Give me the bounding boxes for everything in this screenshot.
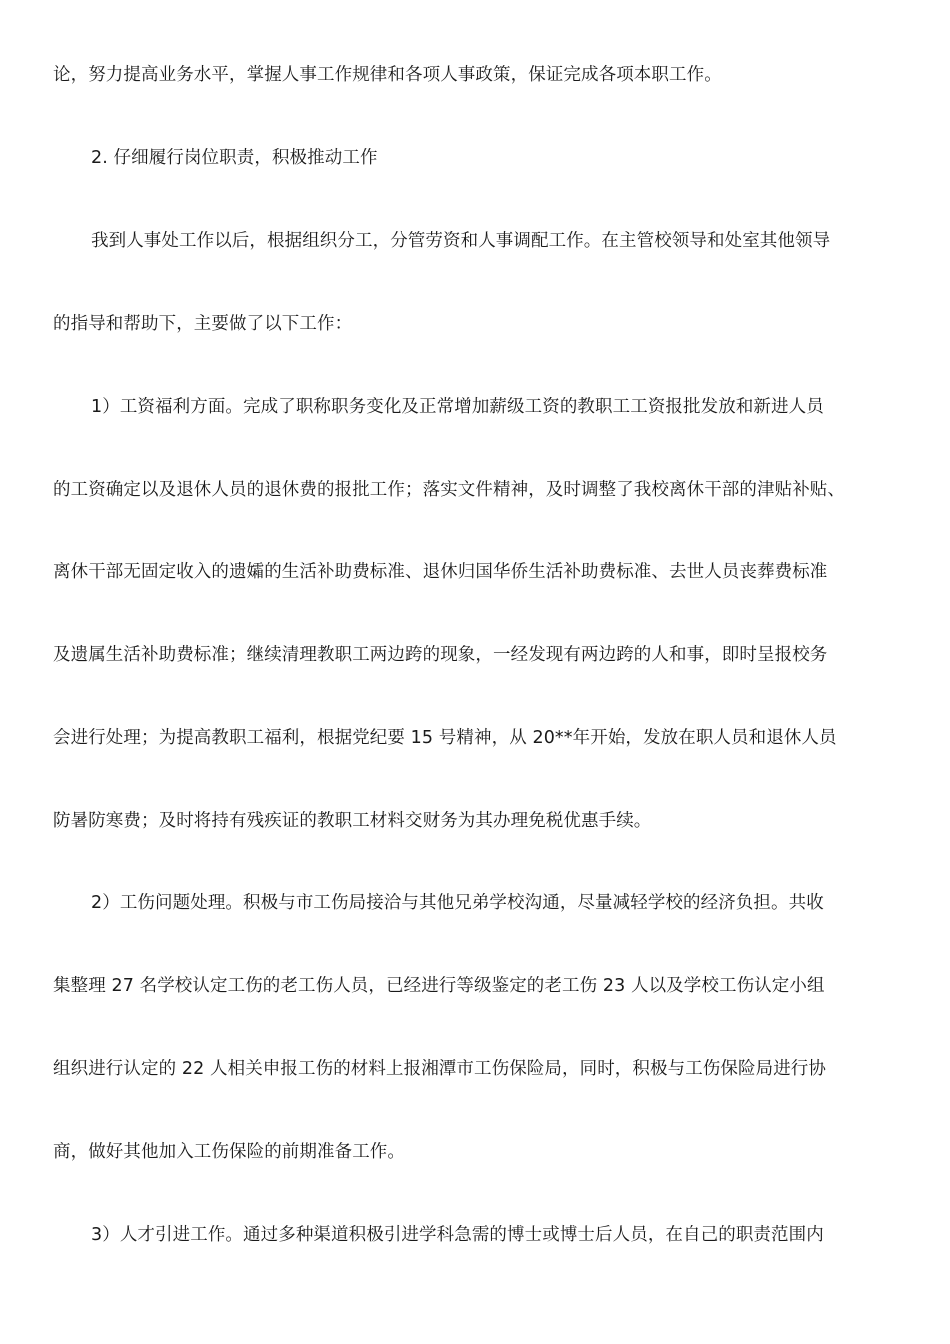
text-line: 我到人事处工作以后，根据组织分工，分管劳资和人事调配工作。在主管校领导和处室其他领导 xyxy=(91,231,831,251)
text-line: 防暑防寒费；及时将持有残疾证的教职工材料交财务为其办理免税优惠手续。 xyxy=(53,811,652,831)
text-line: 商，做好其他加入工伤保险的前期准备工作。 xyxy=(53,1142,405,1162)
text-line: 的工资确定以及退休人员的退休费的报批工作；落实文件精神，及时调整了我校离休干部的津贴补贴、 xyxy=(53,480,845,500)
text-line: 离休干部无固定收入的遗孀的生活补助费标准、退休归国华侨生活补助费标准、去世人员丧葬费标准 xyxy=(53,562,828,582)
text-line: 组织进行认定的 22 人相关申报工伤的材料上报湘潭市工伤保险局，同时，积极与工伤保险局进行协 xyxy=(53,1059,826,1079)
text-line: 的指导和帮助下，主要做了以下工作： xyxy=(53,314,353,334)
text-line: 论，努力提高业务水平，掌握人事工作规律和各项人事政策，保证完成各项本职工作。 xyxy=(53,65,722,85)
text-line: 2）工伤问题处理。积极与市工伤局接洽与其他兄弟学校沟通，尽量减轻学校的经济负担。共收 xyxy=(91,893,824,913)
text-line: 及遗属生活补助费标准；继续清理教职工两边跨的现象，一经发现有两边跨的人和事，即时呈报校务 xyxy=(53,645,828,665)
text-line: 集整理 27 名学校认定工伤的老工伤人员，已经进行等级鉴定的老工伤 23 人以及学校工伤认定小组 xyxy=(53,976,825,996)
text-line: 会进行处理；为提高教职工福利，根据党纪要 15 号精神，从 20**年开始，发放在职人员和退休人员 xyxy=(53,728,837,748)
section-heading: 2. 仔细履行岗位职责，积极推动工作 xyxy=(91,148,378,168)
text-line: 3）人才引进工作。通过多种渠道积极引进学科急需的博士或博士后人员，在自己的职责范围内 xyxy=(91,1225,824,1245)
text-line: 1）工资福利方面。完成了职称职务变化及正常增加薪级工资的教职工工资报批发放和新进人员 xyxy=(91,397,824,417)
